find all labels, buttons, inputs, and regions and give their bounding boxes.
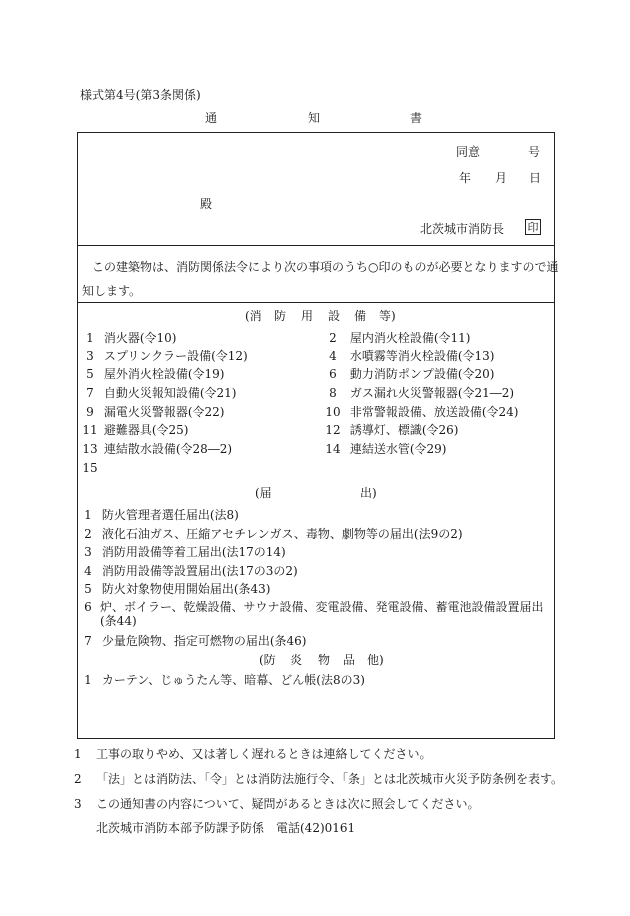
item-label: 自動火災報知設備(令21) bbox=[103, 386, 237, 400]
note-item bbox=[74, 745, 432, 762]
item-number: 4 bbox=[329, 349, 337, 363]
equipment-item bbox=[320, 330, 470, 347]
item-label: カーテン、じゅうたん等、暗幕、どん帳(法8の3) bbox=[101, 673, 365, 687]
addressee-honorific: 殿 bbox=[200, 197, 213, 211]
divider bbox=[78, 302, 554, 303]
notice-form-box bbox=[77, 132, 559, 739]
heading-char: 備 bbox=[354, 309, 367, 323]
title-char: 知 bbox=[308, 111, 321, 125]
document-title bbox=[0, 109, 630, 125]
fireproof-heading bbox=[78, 652, 554, 669]
equipment-item bbox=[80, 441, 232, 458]
heading-char: 等) bbox=[379, 309, 396, 323]
form-number-label: 様式第4号(第3条関係) bbox=[80, 88, 201, 102]
seal-mark: 印 bbox=[525, 219, 541, 235]
note-item bbox=[74, 795, 480, 812]
item-number: 6 bbox=[329, 367, 337, 381]
equipment-heading bbox=[78, 308, 554, 325]
item-number: 2 bbox=[329, 331, 337, 345]
number-label: 号 bbox=[528, 145, 541, 159]
equipment-item bbox=[80, 460, 100, 477]
item-number: 2 bbox=[84, 527, 92, 541]
item-number: 12 bbox=[325, 423, 341, 437]
item-number: 9 bbox=[86, 405, 94, 419]
item-number: 7 bbox=[86, 386, 94, 400]
item-label: スプリンクラー設備(令12) bbox=[103, 349, 248, 363]
equipment-item bbox=[320, 441, 446, 458]
item-label: 水噴霧等消火栓設備(令13) bbox=[349, 349, 495, 363]
title-char: 通 bbox=[205, 111, 218, 125]
heading-char: 防 bbox=[274, 309, 287, 323]
heading-char: (防 bbox=[259, 653, 276, 667]
item-label: 防火対象物使用開始届出(条43) bbox=[101, 582, 271, 596]
item-label: 防火管理者選任届出(法8) bbox=[101, 508, 239, 522]
item-label: 動力消防ポンプ設備(令20) bbox=[349, 367, 495, 381]
note-item bbox=[74, 770, 563, 787]
item-label: ガス漏れ火災警報器(令21―2) bbox=[349, 386, 515, 400]
item-number: 13 bbox=[82, 442, 98, 456]
equipment-item bbox=[320, 422, 458, 439]
item-number: 3 bbox=[86, 349, 94, 363]
notification-item bbox=[78, 526, 463, 543]
equipment-item bbox=[320, 366, 494, 383]
fireproof-item bbox=[78, 672, 365, 689]
item-label: 連結散水設備(令28―2) bbox=[103, 442, 233, 456]
heading-char: (消 bbox=[245, 309, 262, 323]
item-label: 消防用設備等設置届出(法17の3の2) bbox=[101, 564, 298, 578]
item-number: 5 bbox=[84, 582, 92, 596]
item-number: 14 bbox=[325, 442, 341, 456]
heading-char: 炎 bbox=[290, 653, 303, 667]
item-number: 4 bbox=[84, 564, 92, 578]
day-label: 日 bbox=[529, 171, 542, 185]
heading-char: 出) bbox=[360, 486, 377, 500]
equipment-item bbox=[80, 348, 248, 365]
notifications-heading bbox=[78, 485, 554, 502]
contact-info: 北茨城市消防本部予防課予防係 電話(42)0161 bbox=[96, 821, 356, 835]
item-label: 少量危険物、指定可燃物の届出(条46) bbox=[101, 634, 307, 648]
item-number: 15 bbox=[82, 461, 98, 475]
equipment-item bbox=[80, 404, 224, 421]
item-number: 7 bbox=[84, 634, 92, 648]
item-number: 6 bbox=[84, 600, 92, 614]
item-label: 屋外消火栓設備(令19) bbox=[103, 367, 225, 381]
note-number: 3 bbox=[74, 797, 82, 811]
item-label: 液化石油ガス、圧縮アセチレンガス、毒物、劇物等の届出(法9の2) bbox=[101, 527, 463, 541]
equipment-item bbox=[80, 385, 236, 402]
consent-label: 同意 bbox=[456, 145, 481, 159]
title-char: 書 bbox=[410, 111, 423, 125]
item-number: 1 bbox=[84, 508, 92, 522]
notification-item bbox=[78, 563, 298, 580]
month-label: 月 bbox=[495, 171, 508, 185]
item-number: 10 bbox=[325, 405, 341, 419]
item-label: 連結送水管(令29) bbox=[349, 442, 447, 456]
notification-item bbox=[78, 507, 239, 524]
item-label: 非常警報設備、放送設備(令24) bbox=[349, 405, 519, 419]
equipment-item bbox=[320, 404, 518, 421]
item-label: 消防用設備等着工届出(法17の14) bbox=[101, 545, 286, 559]
note-text: この通知書の内容について、疑問があるときは次に照会してください。 bbox=[96, 797, 480, 811]
note-text: 「法」とは消防法、「令」とは消防法施行令、「条」とは北茨城市火災予防条例を表す。 bbox=[96, 772, 564, 786]
divider bbox=[78, 245, 554, 246]
equipment-item bbox=[80, 366, 224, 383]
item-number: 5 bbox=[86, 367, 94, 381]
item-number: 3 bbox=[84, 545, 92, 559]
notification-item bbox=[78, 544, 286, 561]
item-label: 屋内消火栓設備(令11) bbox=[349, 331, 471, 345]
item-label: 誘導灯、標識(令26) bbox=[349, 423, 459, 437]
item-label: 消火器(令10) bbox=[103, 331, 177, 345]
equipment-item bbox=[80, 330, 176, 347]
note-text: 工事の取りやめ、又は著しく遅れるときは連絡してください。 bbox=[96, 747, 432, 761]
notification-item bbox=[78, 633, 306, 650]
year-label: 年 bbox=[459, 171, 472, 185]
heading-char: 用 bbox=[301, 309, 314, 323]
issuer-name: 北茨城市消防長 bbox=[420, 222, 505, 236]
notification-item-wrapped: 炉、ボイラー、乾燥設備、サウナ設備、変電設備、発電設備、蓄電池設備設置届出(条44) bbox=[100, 600, 544, 628]
equipment-item bbox=[320, 348, 494, 365]
intro-line-2: 知します。 bbox=[82, 284, 142, 298]
item-number: 1 bbox=[84, 673, 92, 687]
equipment-item bbox=[80, 422, 188, 439]
item-number: 8 bbox=[329, 386, 337, 400]
note-number: 1 bbox=[74, 747, 82, 761]
item-number: 1 bbox=[86, 331, 94, 345]
equipment-item bbox=[320, 385, 514, 402]
heading-char: 他) bbox=[367, 653, 384, 667]
notification-item bbox=[78, 581, 270, 598]
item-number: 11 bbox=[82, 423, 98, 437]
heading-char: 設 bbox=[328, 309, 341, 323]
item-label: 漏電火災警報器(令22) bbox=[103, 405, 225, 419]
heading-char: (届 bbox=[255, 486, 272, 500]
heading-char: 品 bbox=[343, 653, 356, 667]
item-label: 避難器具(令25) bbox=[103, 423, 189, 437]
heading-char: 物 bbox=[318, 653, 331, 667]
note-number: 2 bbox=[74, 772, 82, 786]
intro-line-1: この建築物は、消防関係法令により次の事項のうち○印のものが必要となりますので通 bbox=[92, 260, 559, 274]
